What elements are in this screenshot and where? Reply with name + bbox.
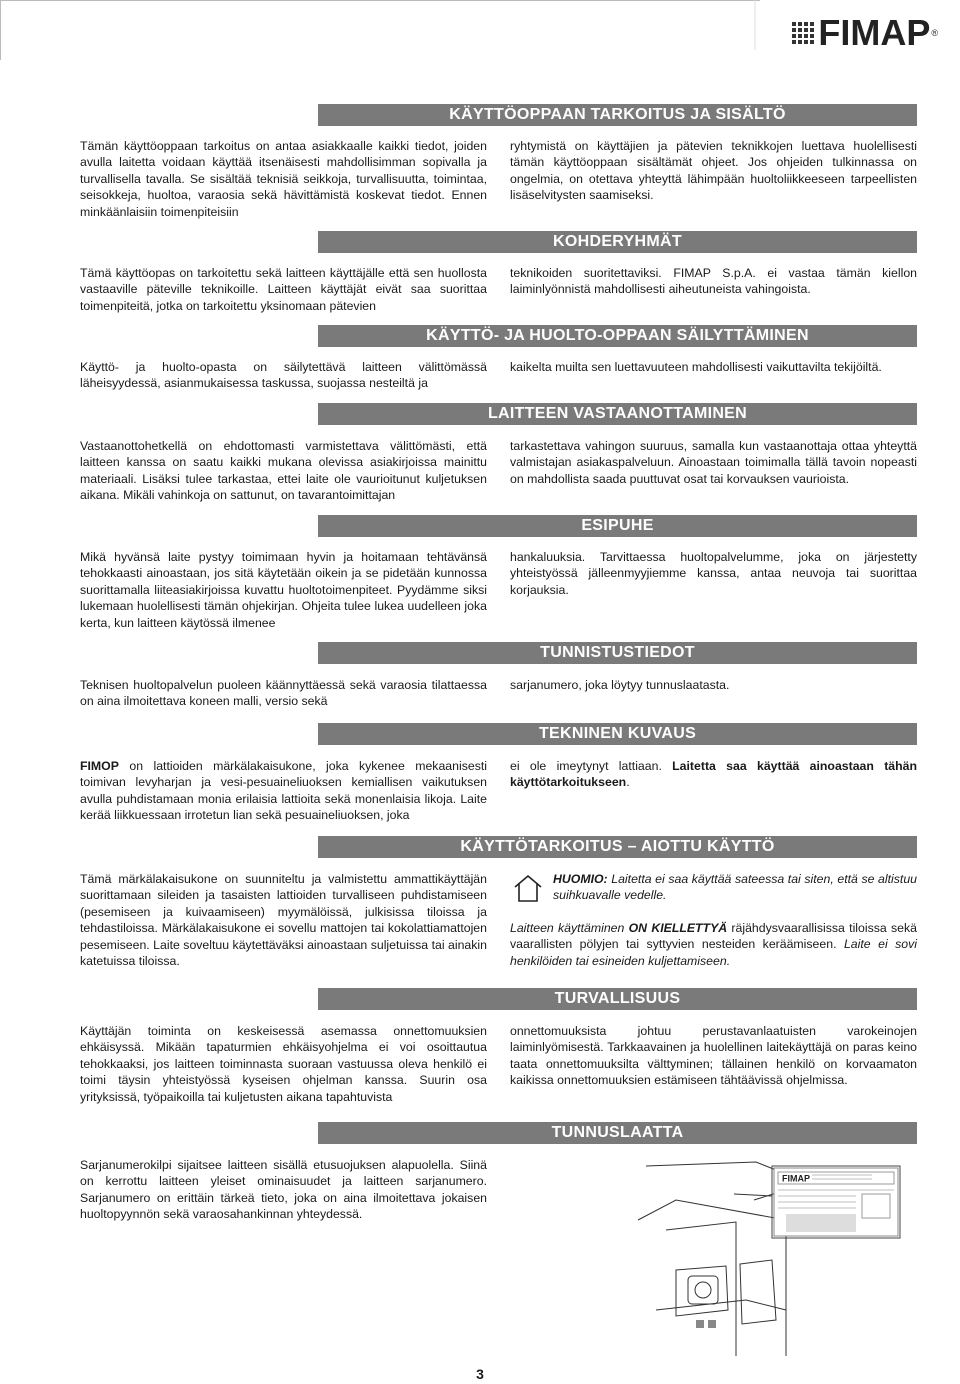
section-text-left: Tämä märkälakaisukone on suunniteltu ja valmistettu ammattikäyttäjän suorittamaan sileiden ja tasaisten lattioiden turvalliseen puhdistamiseen (pesemiseen ja kuivaamiseen) myymälöissä, julkisissa tiloissa ja tehdastiloissa. Märkälakaisukone ei sovellu mattojen tai kokolattiamattojen pesemiseen. Laite soveltuu käytettäväksi ainoastaan suljetuissa tai ainakin katetuissa tiloissa.: [80, 872, 487, 969]
usage-restriction: Laitetta saa käyttää ainoastaan tähän käyttötarkoitukseen: [510, 759, 917, 790]
section-text-right: ryhtymistä on käyttäjien ja pätevien teknikkojen luettava huolellisesti tämän käyttöoppaan sisältämät ohjeet. Jos ohjeiden tulkinnassa on ongelmia, on otettava yhteyttä lähimpään huoltoliikkeeseen tarpeellisten lisäselvitysten saamiseksi.: [510, 139, 917, 203]
section-text-left: [80, 758, 487, 824]
note-label: HUOMIO:: [553, 872, 608, 886]
section-heading: KÄYTTÖTARKOITUS – AIOTTU KÄYTTÖ: [318, 836, 917, 858]
prohibition-text: [510, 920, 917, 969]
section-heading: KOHDERYHMÄT: [318, 231, 917, 253]
section-heading: ESIPUHE: [318, 515, 917, 537]
section-heading: KÄYTTÖ- JA HUOLTO-OPPAAN SÄILYTTÄMINEN: [318, 325, 917, 347]
note-body: Laitetta ei saa käyttää sateessa tai siten, että se altistuu suihkuavalle vedelle.: [553, 872, 917, 903]
section-text-right: hankaluuksia. Tarvittaessa huoltopalvelumme, joka on järjestetty yhteistyössä jälleenmyyjiemme kanssa, antaa neuvoja tai suorittaa korjauksia.: [510, 550, 917, 597]
section-text-left: Sarjanumerokilpi sijaitsee laitteen sisällä etusuojuksen alapuolella. Siinä on kerrottu laitteen yleiset ominaisuudet ja laitteen sarjanumero. Sarjanumero on erittäin tärkeä tieto, joka on aina ilmoitettava jokaisen huoltopyynnön sekä varaosahankinnan yhteydessä.: [80, 1158, 487, 1222]
section-text-right: tarkastettava vahingon suuruus, samalla kun vastaanottaja ottaa yhteyttä valmistajan asiakaspalveluun. Ainoastaan toimimalla tällä tavoin nopeasti on mahdollista saada puuttuvat osat tai korvauksen vaurioista.: [510, 439, 917, 486]
logo-registered: ®: [931, 28, 938, 38]
section-heading: TEKNINEN KUVAUS: [318, 723, 917, 745]
section-text-left: Teknisen huoltopalvelun puoleen käännyttäessä sekä varaosia tilattaessa on aina ilmoitettava koneen malli, versio sekä: [80, 678, 487, 709]
section-text-right: onnettomuuksista johtuu perustavanlaatuisten varokeinojen laiminlyömisestä. Tarkkaavainen ja huolellinen laitekäyttäjä on paras keino taata onnettomuuksilta välttyminen; tällainen henkilö on korvaamaton kaikissa onnettomuuksien estämiseen tähtäävissä ohjelmissa.: [510, 1024, 917, 1088]
section-text-left: Mikä hyvänsä laite pystyy toimimaan hyvin ja hoitamaan tehtävänsä tehokkaasti ainoastaan, jos sitä käytetään oikein ja se pidetään kunnossa suorittamalla liiteasiakirjoissa kuvattu huoltotoimenpiteet. Pyydämme siksi lukemaan huolellisesti tämän ohjekirjan. Ohjeita tulee lukea uudelleen joka kerta, kun laitteen käytössä ilmenee: [80, 550, 487, 630]
section-text-left: Käyttäjän toiminta on keskeisessä asemassa onnettomuuksien ehkäisyssä. Mikään tapaturmien ehkäisyohjelma ei voi osoittautua tehokkaaksi, jos laitteen toiminnasta suoraan vastuussa oleva henkilö ei toimi täysin yhteistyössä kyseisen ohjelman kanssa. Suurin osa yrityksissä, työpaikoilla tai kuljetusten aikana tapahtuvista: [80, 1024, 487, 1104]
section-text-right: teknikoiden suoritettaviksi. FIMAP S.p.A. ei vastaa tämän kiellon laiminlyönnistä mahdollisesti aiheutuneista vahingoista.: [510, 266, 917, 297]
period: .: [626, 775, 630, 790]
section-text-right: sarjanumero, joka löytyy tunnuslaatasta.: [510, 678, 730, 692]
section-heading: KÄYTTÖOPPAAN TARKOITUS JA SISÄLTÖ: [318, 104, 917, 126]
description-text: on lattioiden märkälakaisukone, joka kykenee mekaanisesti toimivan levyharjan ja vesi-pesuaineliuoksen kemiallisen vaikutuksen avulla puhdistamaan monia erilaisia lattioita sekä monenlaisia likoja. Laite kerää liikkuessaan irrotetun lian sekä pesuaineliuoksen, joka: [80, 759, 487, 823]
description-text: ei ole imeytynyt lattiaan.: [510, 759, 673, 773]
note-text: [553, 871, 917, 904]
logo-text: FIMAP: [818, 12, 931, 53]
section-heading: TURVALLISUUS: [318, 988, 917, 1010]
home-warning-icon: [512, 872, 544, 904]
prohibition-body: räjähdysvaarallisissa tiloissa sekä vaarallisten pölyjen tai syttyvien nesteiden keräämiseen.: [510, 921, 917, 952]
product-name: FIMOP: [80, 759, 119, 773]
prohibition-lead: Laitteen käyttäminen: [510, 921, 629, 935]
section-heading: TUNNUSLAATTA: [318, 1122, 917, 1144]
section-text-left: Tämän käyttöoppaan tarkoitus on antaa asiakkaalle kaikki tiedot, joiden avulla laitetta voidaan käyttää itsenäisesti mahdollisimman sopivalla ja turvallisella tavalla. Se sisältää teknisiä seikkoja, turvallisuutta, toimintaa, seisokkeja, huoltoa, varaosia sekä hävittämistä koskevat tiedot. Ennen minkäänlaisiin toimenpiteisiin: [80, 139, 487, 219]
prohibition-keyword: ON KIELLETTYÄ: [628, 921, 728, 935]
section-text-right: [510, 758, 917, 791]
section-heading: LAITTEEN VASTAANOTTAMINEN: [318, 403, 917, 425]
section-heading: TUNNISTUSTIEDOT: [318, 642, 917, 664]
crop-marks: [0, 0, 760, 60]
plate-brand-label: FIMAP: [782, 1173, 810, 1184]
section-text-right: kaikelta muilta sen luettavuuteen mahdollisesti vaikuttavilta tekijöiltä.: [510, 360, 882, 374]
serial-plate-illustration: [636, 1160, 918, 1356]
prohibition-transport: Laite ei sovi henkilöiden tai esineiden kuljettamiseen.: [510, 937, 918, 968]
logo-dots-icon: [792, 22, 814, 44]
page-number: 3: [476, 1366, 484, 1382]
brand-logo: [792, 12, 938, 54]
section-text-left: Käyttö- ja huolto-opasta on säilytettävä laitteen välittömässä läheisyydessä, asianmukaisessa taskussa, suojassa nesteiltä ja: [80, 360, 487, 391]
section-text-left: Vastaanottohetkellä on ehdottomasti varmistettava välittömästi, että laitteen kanssa on saatu kaikki mukana olevissa asiakirjoissa mainittu materiaali. Lisäksi tulee tarkastaa, ettei laite ole vaurioitunut kuljetuksen aikana. Mikäli vahinkoja on sattunut, on tavarantoimittajan: [80, 439, 487, 503]
section-text-left: Tämä käyttöopas on tarkoitettu sekä laitteen käyttäjälle että sen huollosta vastaaville päteville teknikoille. Laitteen käyttäjät eivät saa suorittaa toimenpiteitä, jotka on tarkoitettu yksinomaan pätevien: [80, 266, 487, 313]
